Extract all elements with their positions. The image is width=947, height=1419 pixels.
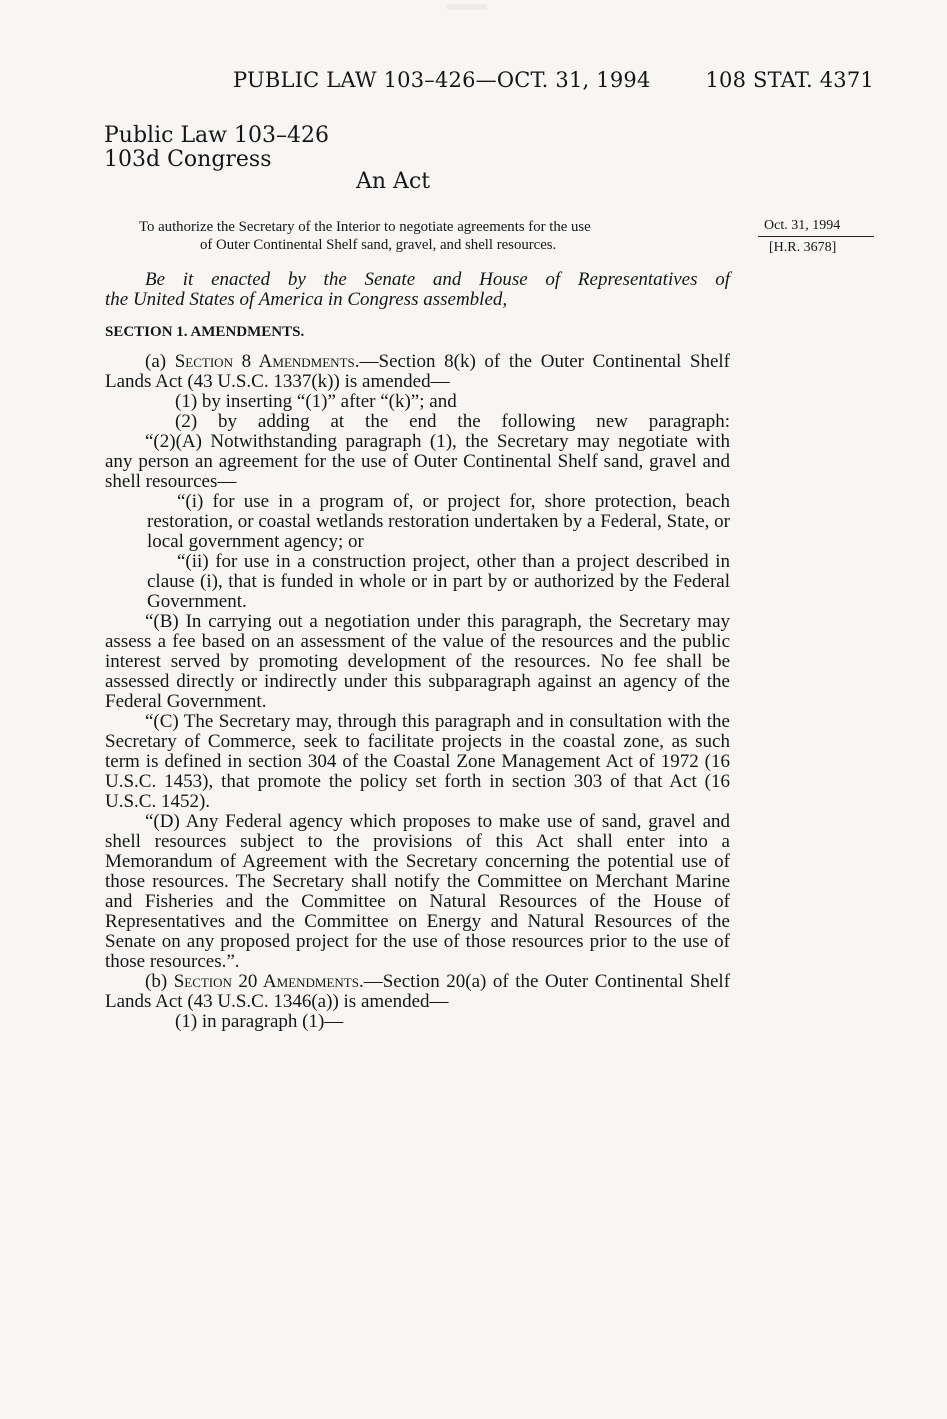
- section-body: [105, 352, 730, 1032]
- subsection-b: [105, 972, 730, 1012]
- act-title: An Act: [356, 169, 431, 194]
- subsection-a: [105, 352, 730, 392]
- paragraph-a2: (2) by adding at the end the following new paragraph:: [175, 411, 730, 432]
- long-title: [105, 218, 725, 254]
- long-title-line-1: To authorize the Secretary of the Interior to negotiate agreements for the use: [139, 219, 591, 235]
- subparagraph-C: “(C) The Secretary may, through this paragraph and in consultation with the Secretary of Commerce, seek to facilitate projects in the coastal zone, as such term is defined in section 304 of the Coastal Zone Management Act of 1972 (16 U.S.C. 1453), that promote the policy set forth in section 303 of that Act (16 U.S.C. 1452).: [105, 711, 730, 812]
- subsection-b-heading: Section 20 Amendments.: [173, 971, 364, 992]
- subsection-a-text: —Section 8(k) of the Outer Continental Shelf Lands Act (43 U.S.C. 1337(k)) is amended—: [105, 351, 731, 392]
- paragraph-a1: (1) by inserting “(1)” after “(k)”; and: [175, 391, 457, 412]
- clause-i: “(i) for use in a program of, or project for, shore protection, beach restoration, or coastal wetlands restoration undertaken by a Federal, State, or local government agency; or: [147, 491, 730, 552]
- clause-ii: “(ii) for use in a construction project, other than a project described in clause (i), that is funded in whole or in part by or authorized by the Federal Government.: [147, 551, 730, 612]
- long-title-line-2: of Outer Continental Shelf sand, gravel, and shell resources.: [200, 237, 557, 253]
- subsection-b-text: —Section 20(a) of the Outer Continental Shelf Lands Act (43 U.S.C. 1346(a)) is amended—: [105, 971, 731, 1012]
- margin-date: Oct. 31, 1994: [764, 218, 841, 233]
- public-law-number: Public Law 103–426: [104, 123, 329, 148]
- enacting-line-1: Be it enacted by the Senate and House of Representatives of: [145, 269, 730, 290]
- congress-number: 103d Congress: [104, 147, 272, 172]
- subsection-a-label: (a): [145, 351, 175, 372]
- statute-page-number: 108 STAT. 4371: [705, 68, 874, 92]
- subparagraph-D: “(D) Any Federal agency which proposes to make use of sand, gravel and shell resources subject to the provisions of this Act shall enter into a Memorandum of Agreement with the Secretary concerning the potential use of those resources. The Secretary shall notify the Committee on Merchant Marine and Fisheries and the Committee on Natural Resources of the House of Representatives and the Committee on Energy and Natural Resources of the Senate on any proposed project for the use of those resources prior to the use of those resources.”.: [105, 811, 730, 972]
- margin-divider: [758, 236, 874, 237]
- running-title: PUBLIC LAW 103–426—OCT. 31, 1994: [233, 68, 651, 92]
- subparagraph-2A: “(2)(A) Notwithstanding paragraph (1), the Secretary may negotiate with any person an agreement for the use of Outer Continental Shelf sand, gravel and shell resources—: [105, 431, 730, 492]
- subsection-b-label: (b): [145, 971, 174, 992]
- enacting-clause: [105, 270, 730, 310]
- paragraph-b1: (1) in paragraph (1)—: [175, 1011, 344, 1032]
- enacting-line-2: the United States of America in Congress assembled,: [105, 289, 508, 310]
- scan-mark: [447, 4, 487, 10]
- subsection-a-heading: Section 8 Amendments.: [174, 351, 360, 372]
- subparagraph-B: “(B) In carrying out a negotiation under this paragraph, the Secretary may assess a fee based on an assessment of the value of the resources and the public interest served by promoting development of the resources. No fee shall be assessed directly or indirectly under this subparagraph against an agency of the Federal Government.: [105, 611, 730, 712]
- margin-bill-number: [H.R. 3678]: [769, 240, 837, 255]
- section-heading: SECTION 1. AMENDMENTS.: [105, 324, 305, 340]
